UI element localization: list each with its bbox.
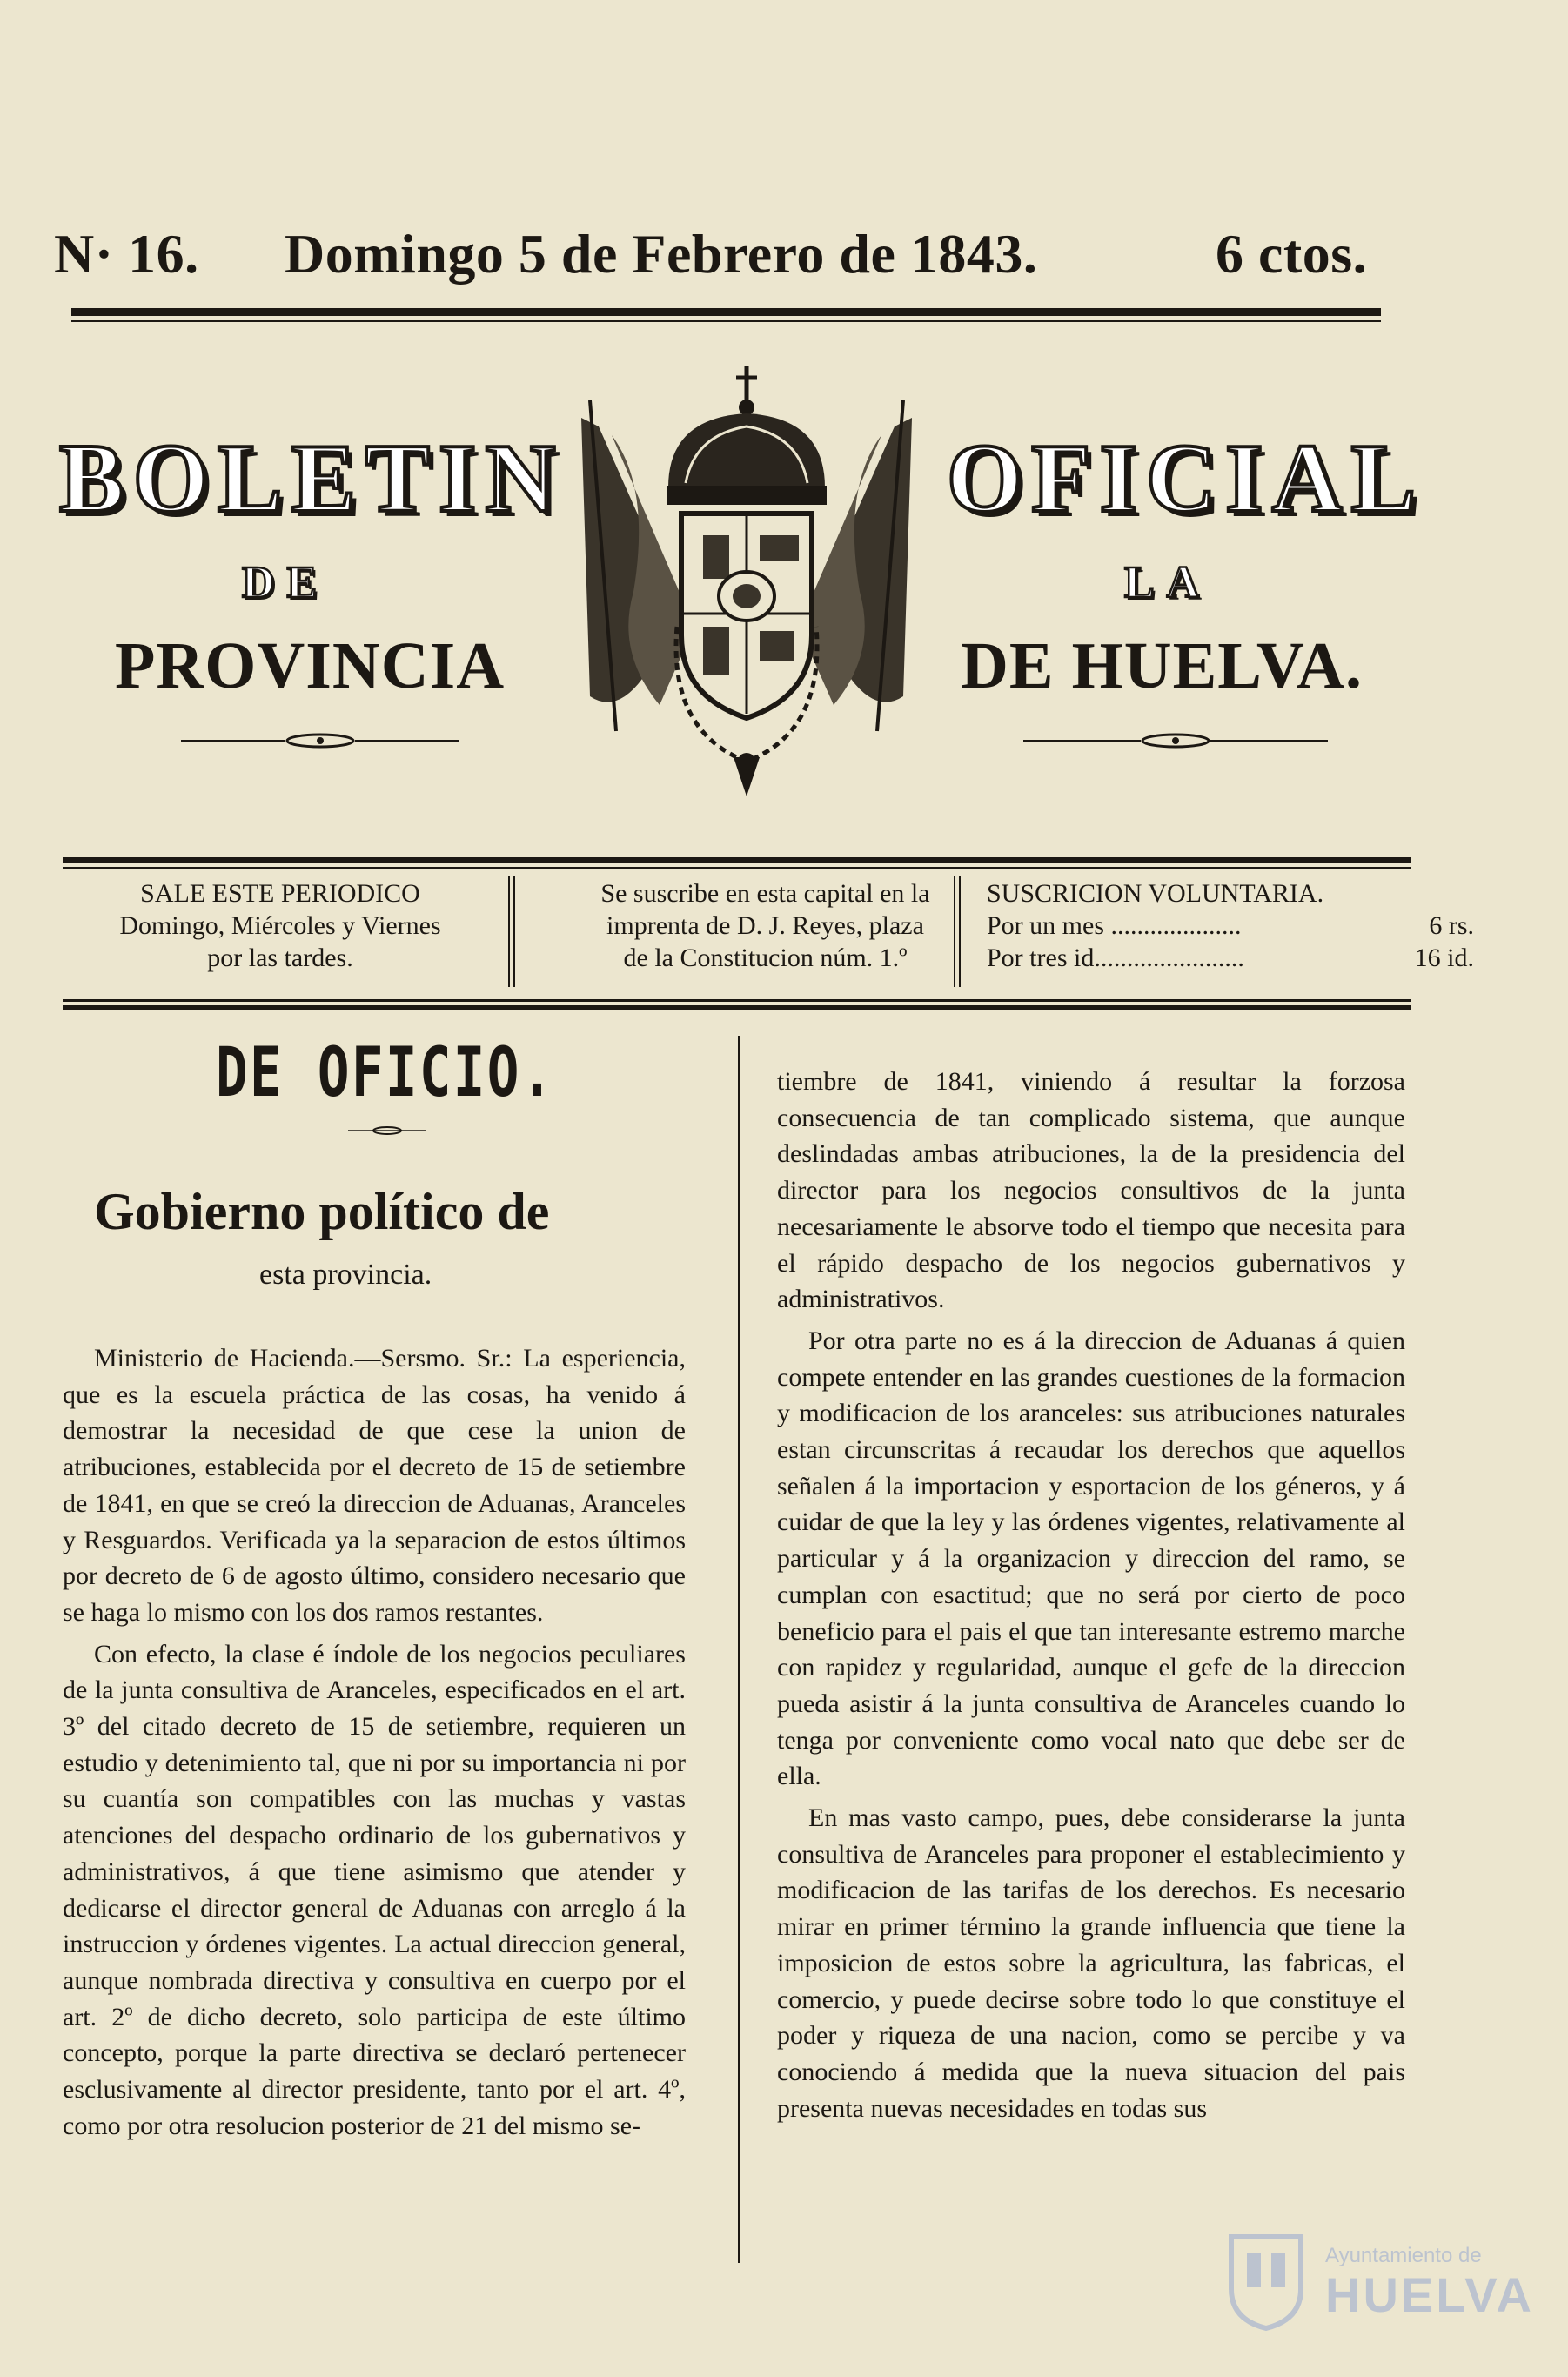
info-subscription-prices: SUSCRICION VOLUNTARIA. Por un mes .................... 6 rs. Por tres id....................... 16 id.: [987, 879, 1474, 972]
info-top-rule-thin: [63, 867, 1411, 869]
watermark-small-text: Ayuntamiento de: [1325, 2244, 1482, 2267]
title-boletin: BOLETIN: [59, 425, 565, 533]
info-subscription-place: Se suscribe en esta capital en la imprenta de D. J. Reyes, plaza de la Constitucion núm. 1.º: [600, 879, 930, 972]
issue-line: [54, 222, 1437, 292]
flourish-right-icon: [1023, 728, 1328, 754]
subscription-info: [63, 870, 1474, 1001]
info-divider: [508, 876, 510, 987]
huelva-shield-icon: [1223, 2228, 1310, 2333]
article-heading: Gobierno político de: [94, 1183, 550, 1240]
masthead-rule: [71, 308, 1381, 316]
info-publication-days: SALE ESTE PERIODICO Domingo, Miércoles y Viernes por las tardes.: [119, 879, 441, 972]
price-row: Por tres id....................... 16 id.: [987, 943, 1474, 972]
archive-watermark: [1223, 2228, 1534, 2333]
section-flourish-icon: [348, 1123, 426, 1138]
issue-date: Domingo 5 de Febrero de 1843.: [285, 223, 1038, 285]
info-divider: [959, 876, 961, 987]
info-bottom-rule-thick: [63, 1005, 1411, 1010]
section-title: DE OFICIO.: [216, 1034, 555, 1112]
paragraph: Con efecto, la clase é índole de los negocios peculiares de la junta consultiva de Aranceles, especificados en el art. 3º del citado decreto de 15 de setiembre, requieren un estudio y detenimiento tal, que ni por su importancia ni por su cuantía son compatibles con las muchas y vastas atenciones del despacho ordinario de los gubernativos y administrativos, á que tiene asimismo que atender y dedicarse el director general de Aduanas con arreglo á la instruccion y órdenes vigentes. La actual direccion general, aunque nombrada directiva y consultiva en cuerpo por el art. 2º de dicho decreto, solo participa de este último concepto, porque la parte directiva se declaró pertenecer esclusivamente al director presidente, tanto por el art. 4º, como por otra resolucion posterior de 21 del mismo se-: [63, 1639, 686, 2140]
price-row: Por un mes .................... 6 rs.: [987, 911, 1474, 940]
right-column: [777, 1064, 1405, 2126]
title-de: DE: [242, 558, 330, 608]
paragraph: En mas vasto campo, pues, debe considerarse la junta consultiva de Aranceles para proponer el establecimiento y modificacion de las tarifas de los derechos. Es necesario mirar en primer término la grande influencia que tiene la imposicion de estos sobre la agricultura, las fabricas, el comercio, y puede decirse sobre todo lo que constituye el poder y riqueza de una nacion, como se percibe y va conociendo á medida que la nueva situacion del pais presenta nuevas necesidades en todas sus: [777, 1803, 1405, 2123]
issue-price: 6 ctos.: [1216, 223, 1368, 285]
paragraph: Ministerio de Hacienda.—Sersmo. Sr.: La esperiencia, que es la escuela práctica de las cosas, ha venido á demostrar la necesidad de que cese la union de atribuciones, establecida por el decreto de 15 de setiembre de 1841, en que se creó la direccion de Aduanas, Aranceles y Resguardos. Verificada ya la separacion de estos últimos por decreto de 6 de agosto último, considero necesario que se haga lo mismo con los dos ramos restantes.: [63, 1344, 686, 1627]
title-de-huelva: DE HUELVA.: [961, 629, 1363, 702]
paragraph: Por otra parte no es á la direccion de Aduanas á quien compete entender en las grandes cuestiones de la formacion y modificacion de los aranceles: sus atribuciones naturales estan circunscritas á recaudar los derechos que aquellos señalen á la importacion y esportacion de los géneros, y á cuidar de que la ley y las órdenes vigentes, relativamente al particular y á la organizacion y direccion del ramo, se cumplan con esactitud; que no será por cierto de poco beneficio para el pais el que tan interesante estremo marche con rapidez y regularidad, aunque el gefe de la direccion pueda asistir á la junta consultiva de Aranceles cuando lo tenga por conveniente como vocal nato que debe ser de ella.: [777, 1326, 1405, 1791]
paragraph: tiembre de 1841, viniendo á resultar la forzosa consecuencia de tan complicado sistema, que aunque deslindadas ambas atribuciones, la de la presidencia del director para los negocios consultivos de la junta necesariamente le absorve todo el tiempo que necesita para el rápido despacho de los negocios gubernativos y administrativos.: [777, 1067, 1405, 1314]
title-oficial: OFICIAL: [947, 425, 1425, 533]
info-divider: [954, 876, 955, 987]
title-la: LA: [1124, 558, 1212, 608]
issue-number: N· 16.: [54, 223, 199, 285]
info-top-rule: [63, 857, 1411, 863]
watermark-big-text: HUELVA: [1325, 2267, 1534, 2322]
column-divider: [738, 1036, 740, 2263]
coat-of-arms-icon: [564, 366, 929, 801]
article-subheading: esta provincia.: [259, 1259, 432, 1291]
flourish-left-icon: [181, 728, 459, 754]
info-divider: [513, 876, 515, 987]
left-column: [63, 1340, 686, 2144]
title-provincia: PROVINCIA: [115, 629, 506, 702]
masthead-rule-thin: [71, 320, 1381, 322]
